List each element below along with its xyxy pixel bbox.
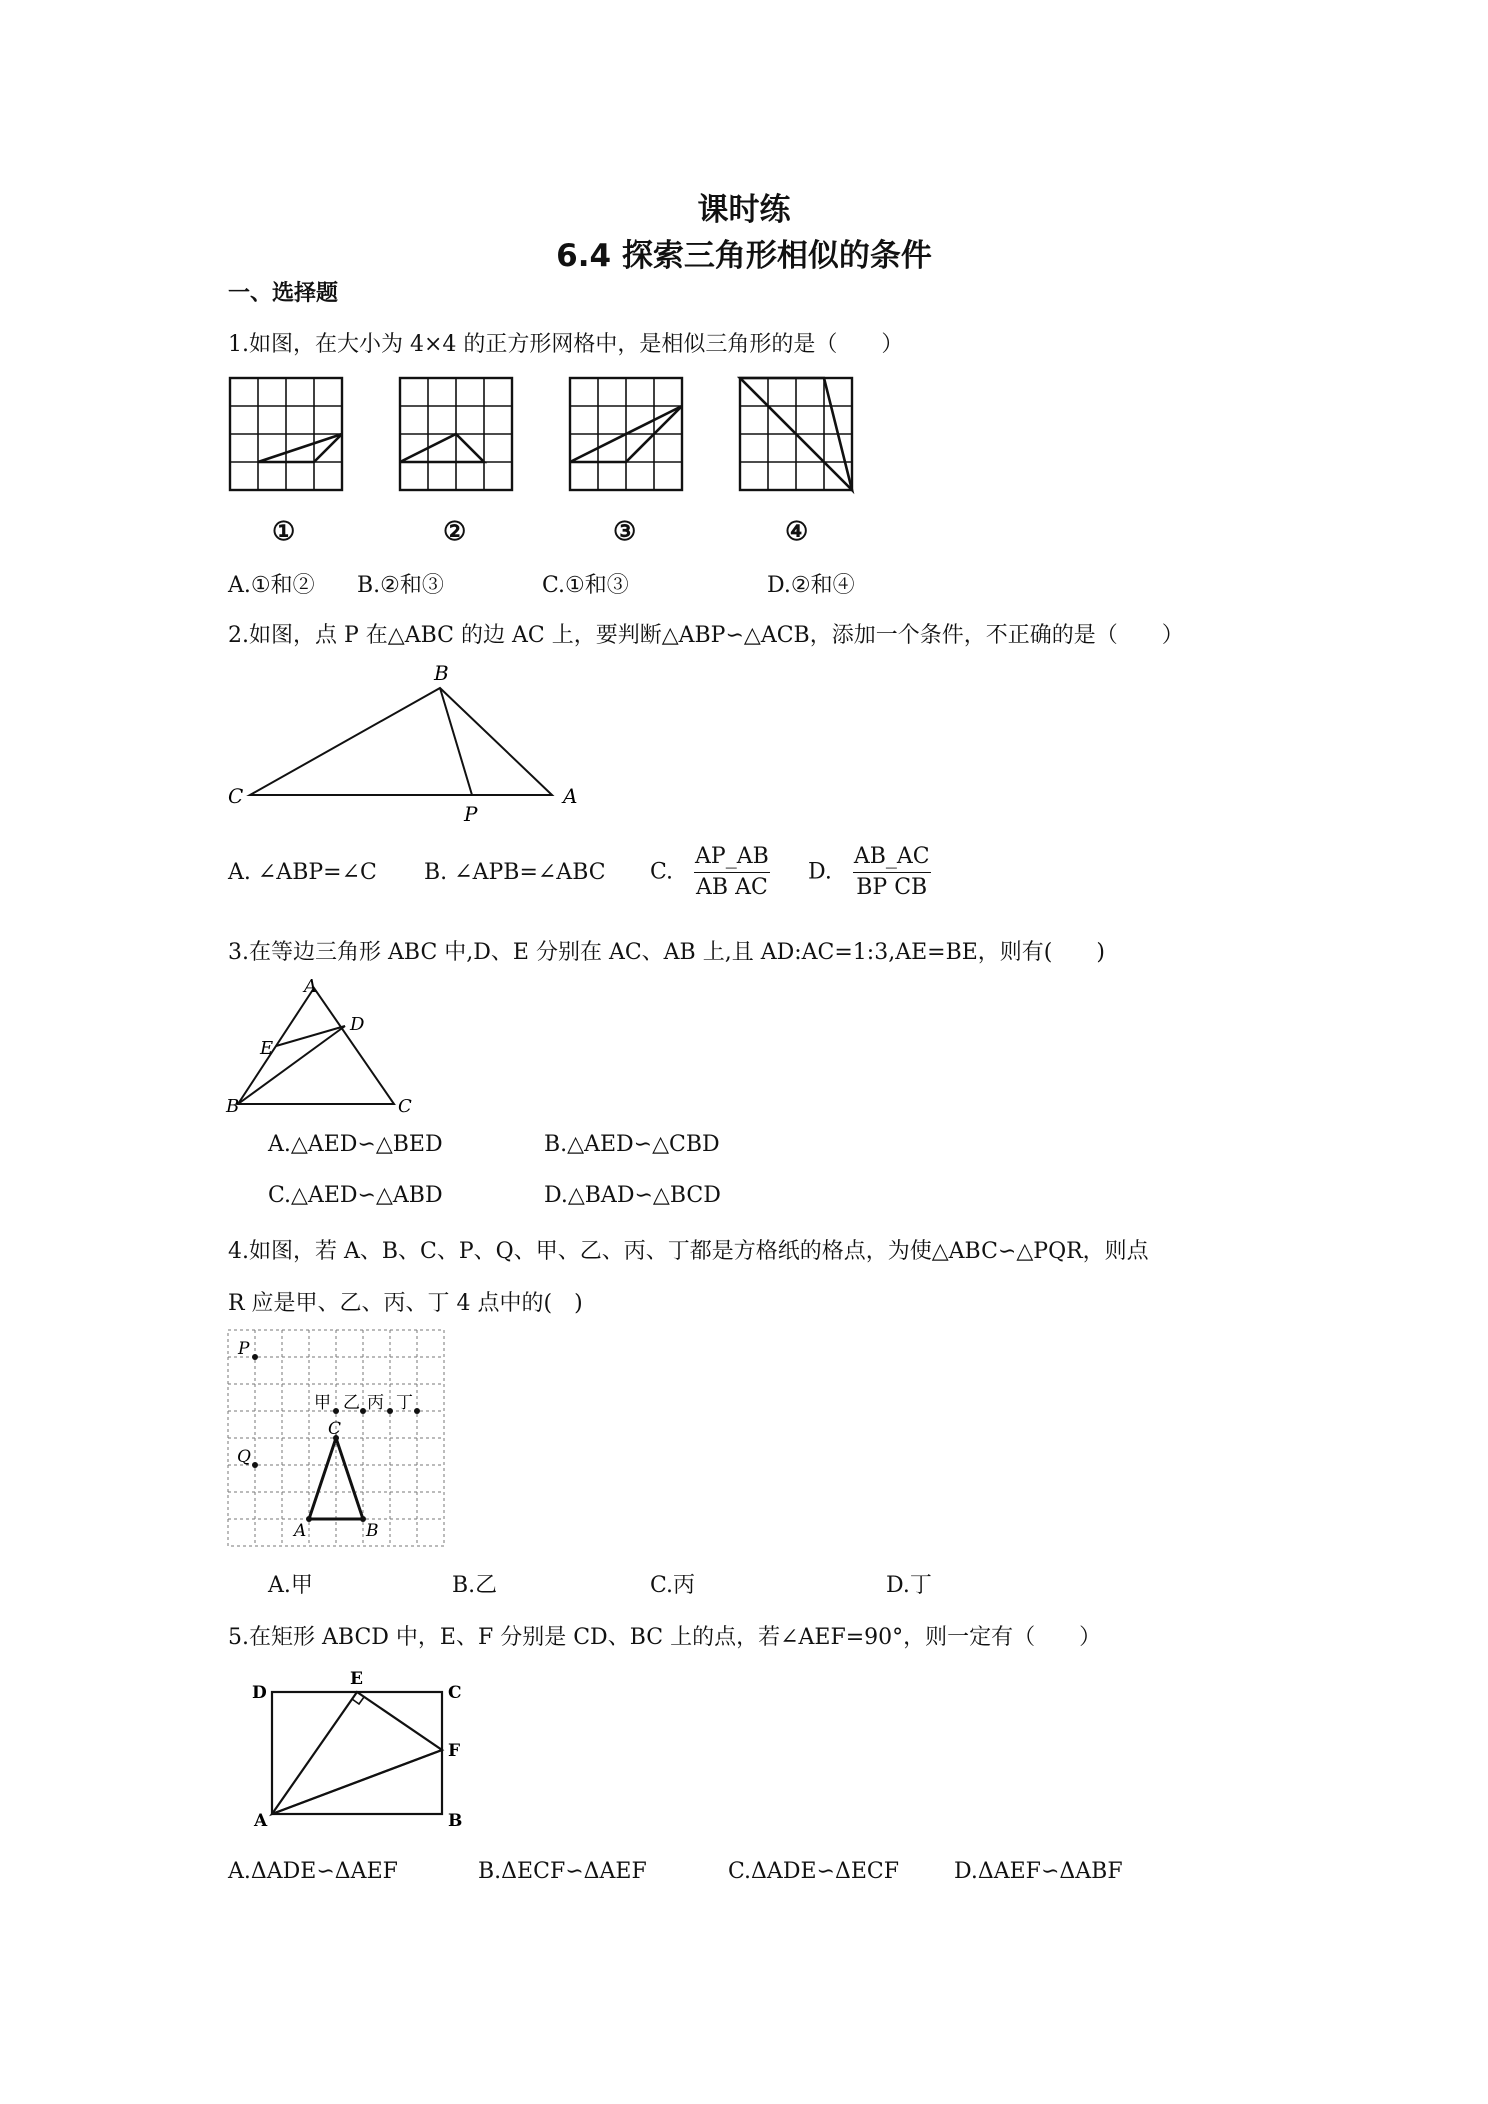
q4-label-c: C xyxy=(328,1419,342,1439)
q3-option-a[interactable]: A.△AED∽△BED xyxy=(268,1132,443,1157)
q5-stem: 5.在矩形 ABCD 中，E、F 分别是 CD、BC 上的点，若∠AEF=90°，则一定有（ ） xyxy=(228,1625,1102,1650)
q5-label-d: D xyxy=(252,1683,267,1703)
q2-option-d-fraction xyxy=(853,842,931,902)
q4-figure xyxy=(226,1328,448,1550)
q1-option-c[interactable]: C.①和③ xyxy=(542,573,629,598)
q4-option-c[interactable]: C.丙 xyxy=(650,1573,696,1598)
q2-option-d-prefix: D. xyxy=(808,859,832,885)
q4-option-d[interactable]: D.丁 xyxy=(886,1573,932,1598)
q2-option-d-numerator: AB_AC xyxy=(853,842,931,873)
q5-option-a[interactable]: A.ΔADE∽ΔAEF xyxy=(228,1859,398,1884)
q1-stem: 1.如图，在大小为 4×4 的正方形网格中，是相似三角形的是（ ） xyxy=(228,332,904,357)
q5-label-b: B xyxy=(448,1811,463,1831)
q3-figure xyxy=(222,978,442,1118)
q5-option-c[interactable]: C.ΔADE∽ΔECF xyxy=(728,1859,899,1884)
q2-option-c[interactable] xyxy=(650,842,770,902)
q1-figure-label-1: ① xyxy=(272,517,296,547)
q2-option-a[interactable]: A. ∠ABP=∠C xyxy=(228,860,377,885)
q5-option-d[interactable]: D.ΔAEF∽ΔABF xyxy=(954,1859,1123,1884)
q1-option-a[interactable]: A.①和② xyxy=(228,573,315,598)
q2-option-c-denominator: AB AC xyxy=(696,874,768,900)
q3-stem: 3.在等边三角形 ABC 中,D、E 分别在 AC、AB 上,且 AD:AC=1:3,AE=BE，则有( ) xyxy=(228,940,1105,965)
page-title: 课时练 xyxy=(697,192,791,228)
q5-label-f: F xyxy=(448,1741,461,1761)
q4-label-yi: 乙 xyxy=(343,1393,360,1413)
q4-label-jia: 甲 xyxy=(314,1393,331,1413)
q5-option-b[interactable]: B.ΔECF∽ΔAEF xyxy=(478,1859,647,1884)
q3-option-c[interactable]: C.△AED∽△ABD xyxy=(268,1183,443,1208)
q2-option-c-numerator: AP_AB xyxy=(694,842,770,873)
q5-figure xyxy=(246,1664,470,1834)
q1-grid-3 xyxy=(570,378,682,490)
q2-option-c-prefix: C. xyxy=(650,859,674,885)
q2-option-c-fraction xyxy=(694,842,770,902)
q4-label-bing: 丙 xyxy=(367,1393,384,1413)
q5-label-a: A xyxy=(254,1811,268,1831)
q1-option-b[interactable]: B.②和③ xyxy=(357,573,444,598)
q1-grid-1 xyxy=(230,378,342,490)
q2-label-b: B xyxy=(434,661,449,685)
q2-label-c: C xyxy=(228,784,244,808)
q4-label-b: B xyxy=(366,1521,379,1541)
q4-option-a[interactable]: A.甲 xyxy=(268,1573,313,1598)
q1-figure-label-2: ② xyxy=(443,517,467,547)
q3-option-b[interactable]: B.△AED∽△CBD xyxy=(544,1132,720,1157)
page-subtitle: 6.4 探索三角形相似的条件 xyxy=(556,238,932,274)
q3-option-d[interactable]: D.△BAD∽△BCD xyxy=(544,1183,721,1208)
q3-label-a: A xyxy=(304,978,317,997)
q5-label-c: C xyxy=(448,1683,462,1703)
q4-label-a: A xyxy=(294,1521,307,1541)
q2-option-b[interactable]: B. ∠APB=∠ABC xyxy=(424,860,606,885)
q2-label-a: A xyxy=(563,784,578,808)
q5-label-e: E xyxy=(350,1669,363,1689)
q4-label-ding: 丁 xyxy=(396,1393,413,1413)
q4-label-q: Q xyxy=(237,1447,251,1467)
q2-figure xyxy=(220,660,600,830)
q2-option-d[interactable] xyxy=(808,842,931,902)
q3-label-c: C xyxy=(398,1096,412,1117)
q3-label-e: E xyxy=(260,1038,274,1059)
q2-option-d-denominator: BP CB xyxy=(856,874,928,900)
q3-label-d: D xyxy=(350,1014,365,1035)
q1-grid-2 xyxy=(400,378,512,490)
q3-label-b: B xyxy=(226,1096,240,1117)
section-heading: 一、选择题 xyxy=(228,281,339,306)
q4-stem-line1: 4.如图，若 A、B、C、P、Q、甲、乙、丙、丁都是方格纸的格点，为使△ABC∽△PQR，则点 xyxy=(228,1239,1149,1264)
q4-label-p: P xyxy=(238,1339,250,1359)
q1-figure-label-4: ④ xyxy=(785,517,809,547)
q1-option-d[interactable]: D.②和④ xyxy=(767,573,855,598)
q1-figure-label-3: ③ xyxy=(613,517,637,547)
q2-label-p: P xyxy=(464,802,478,826)
q4-stem-line2: R 应是甲、乙、丙、丁 4 点中的( ) xyxy=(228,1291,583,1316)
q1-grid-4 xyxy=(740,378,852,490)
q4-option-b[interactable]: B.乙 xyxy=(452,1573,498,1598)
q2-stem: 2.如图，点 P 在△ABC 的边 AC 上，要判断△ABP∽△ACB，添加一个条件，不正确的是（ ） xyxy=(228,623,1184,648)
